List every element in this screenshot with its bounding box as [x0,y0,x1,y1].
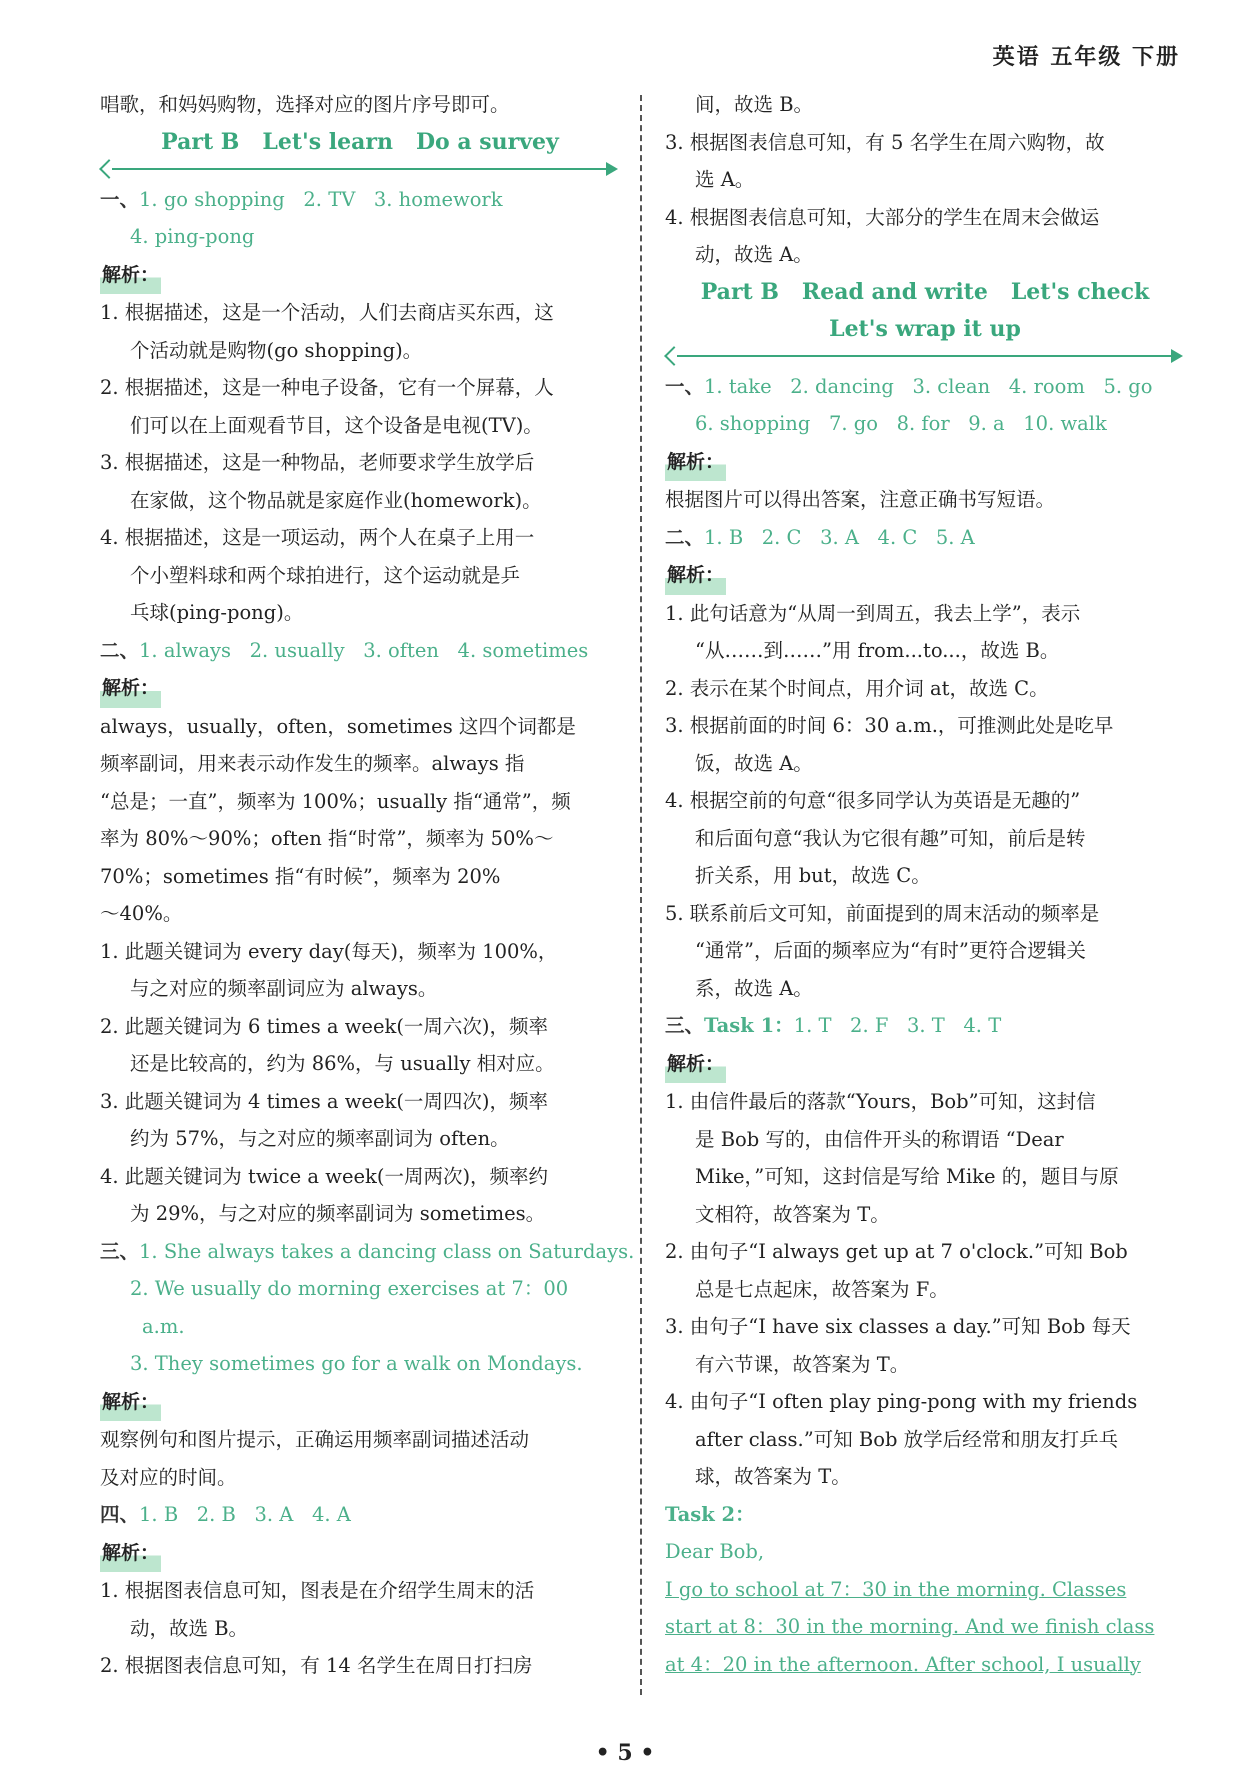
note-line: after class.”可知 Bob 放学后经常和朋友打乒乓 [695,1427,1119,1451]
note-line: 3. 由句子“I have six classes a day.”可知 Bob 每天 [665,1315,1131,1338]
note-line: 率为 80%～90%；often 指“时常”，频率为 50%～ [100,827,554,850]
letter-line: at 4：20 in the afternoon. After school, I usually [665,1652,1141,1676]
note-line: 根据图片可以得出答案，注意正确书写短语。 [665,488,1056,511]
note-line: “从……到……”用 from...to...，故选 B。 [695,639,1060,662]
header-title: 英语 五年级 下册 [992,45,1180,70]
note-line: 2. 根据图表信息可知，有 14 名学生在周日打扫房 [100,1654,533,1677]
analysis-label: 解析： [100,256,620,295]
note-line: 2. 根据描述，这是一种电子设备，它有一个屏幕，人 [100,376,554,399]
analysis-label: 解析： [665,1045,1185,1084]
note-line: 3. 根据图表信息可知，有 5 名学生在周六购物，故 [665,130,1105,154]
note-line: 4. 此题关键词为 twice a week(一周两次)，频率约 [100,1164,549,1188]
answer-line: 6. shopping 7. go 8. for 9. a 10. walk [695,412,1107,435]
note-line: 球，故答案为 T。 [695,1465,851,1488]
note-line: 还是比较高的，约为 86%，与 usually 相对应。 [130,1052,555,1075]
note-line: “通常”，后面的频率应为“有时”更符合逻辑关 [695,939,1086,962]
note-line: “总是；一直”，频率为 100%；usually 指“通常”，频 [100,789,571,813]
note-line: 在家做，这个物品就是家庭作业(homework)。 [130,488,542,512]
note-line: 约为 57%，与之对应的频率副词为 often。 [130,1127,510,1150]
note-line: 观察例句和图片提示，正确运用频率副词描述活动 [100,1428,530,1451]
column-divider [640,95,642,1695]
note-line: Mike，”可知，这封信是写给 Mike 的，题目与原 [695,1165,1119,1188]
q1-answers-2: 4. ping-pong [130,225,255,248]
note-line: 2. 此题关键词为 6 times a week(一周六次)，频率 [100,1014,549,1038]
note-line: 乓球(ping-pong)。 [130,601,304,624]
note-line: 4. 由句子“I often play ping-pong with my friends [665,1390,1138,1413]
analysis-label: 解析： [665,556,1185,595]
arrow-divider-icon [100,161,620,177]
section-heading-learn: Part B Let's learn Do a survey [161,128,559,155]
note-line: 系，故选 A。 [695,976,813,1000]
note-line: 有六节课，故答案为 T。 [695,1352,910,1376]
page-number: • 5 • [595,1740,655,1766]
q2-answers: 二、1. always 2. usually 3. often 4. sometimes [100,638,589,662]
note-line: 5. 联系前后文可知，前面提到的周末活动的频率是 [665,901,1100,925]
note-line: 是 Bob 写的，由信件开头的称谓语 “Dear [695,1127,1064,1151]
note-line: 与之对应的频率副词应为 always。 [130,977,438,1000]
note-line: 4. 根据描述，这是一项运动，两个人在桌子上用一 [100,526,535,549]
q1-answers: 一、1. go shopping 2. TV 3. homework [100,187,503,211]
note-line: 折关系，用 but，故选 C。 [695,864,931,887]
letter-greeting: Dear Bob, [665,1540,765,1563]
task2-label: Task 2： [665,1502,755,1526]
note-line: 总是七点起床，故答案为 F。 [695,1277,949,1301]
r-q3-task1: 三、Task 1：1. T 2. F 3. T 4. T [665,1014,1002,1037]
note-line: 1. 根据图表信息可知，图表是在介绍学生周末的活 [100,1579,535,1602]
answer-line: a.m. [142,1314,185,1338]
note-line: 饭，故选 A。 [695,751,813,775]
section-heading-read: Part B Read and write Let's check [700,278,1150,305]
r-q2-answers: 二、1. B 2. C 3. A 4. C 5. A [665,525,975,549]
note-line: 频率副词，用来表示动作发生的频率。always 指 [100,752,525,775]
note-line: 文相符，故答案为 T。 [695,1202,890,1226]
note-line: 3. 根据描述，这是一种物品，老师要求学生放学后 [100,451,535,474]
note-line: 4. 根据空前的句意“很多同学认为英语是无趣的” [665,789,1081,812]
letter-line: I go to school at 7：30 in the morning. Classes [665,1577,1127,1601]
right-column [665,86,1185,1683]
q3-answers: 三、1. She always takes a dancing class on Saturdays. [100,1239,635,1263]
answer-line: 2. We usually do morning exercises at 7：00 [130,1277,569,1300]
note-line: 为 29%，与之对应的频率副词为 sometimes。 [130,1202,546,1225]
note-line: 2. 由句子“I always get up at 7 o'clock.”可知 Bob [665,1240,1128,1263]
q4-answers: 四、1. B 2. B 3. A 4. A [100,1503,351,1526]
letter-line: start at 8：30 in the morning. And we finish class [665,1615,1155,1638]
note-line: 2. 表示在某个时间点，用介词 at，故选 C。 [665,676,1049,700]
note-line: 动，故选 B。 [130,1616,249,1640]
note-line: 1. 此题关键词为 every day(每天)，频率为 100%， [100,939,558,963]
note-line: ～40%。 [100,902,183,925]
intro-line: 唱歌，和妈妈购物，选择对应的图片序号即可。 [100,93,510,116]
analysis-label: 解析： [665,443,1185,482]
note-line: 70%；sometimes 指“有时候”，频率为 20% [100,864,501,888]
note-line: 们可以在上面观看节目，这个设备是电视(TV)。 [130,413,543,437]
note-line: 1. 根据描述，这是一个活动，人们去商店买东西，这 [100,301,554,324]
arrow-divider-icon [665,348,1185,364]
note-line: 1. 由信件最后的落款“Yours，Bob”可知，这封信 [665,1090,1096,1113]
note-line: 动，故选 A。 [695,243,813,266]
note-line: always，usually，often，sometimes 这四个词都是 [100,714,576,738]
note-line: 个小塑料球和两个球拍进行，这个运动就是乒 [130,563,521,587]
note-line: 4. 根据图表信息可知，大部分的学生在周末会做运 [665,205,1100,229]
answer-line: 3. They sometimes go for a walk on Mondays. [130,1352,583,1375]
analysis-label: 解析： [100,1383,620,1422]
note-line: 选 A。 [695,168,755,191]
r-q1-answers: 一、1. take 2. dancing 3. clean 4. room 5. go [665,374,1153,398]
note-line: 3. 根据前面的时间 6：30 a.m.，可推测此处是吃早 [665,714,1114,737]
analysis-label: 解析： [100,669,620,708]
section-heading-wrap: Let's wrap it up [829,315,1021,342]
note-line: 个活动就是购物(go shopping)。 [130,338,423,362]
note-line: 1. 此句话意为“从周一到周五，我去上学”，表示 [665,601,1081,625]
note-line: 和后面句意“我认为它很有趣”可知，前后是转 [695,826,1086,850]
analysis-label: 解析： [100,1534,620,1573]
note-line: 间，故选 B。 [695,93,814,116]
note-line: 及对应的时间。 [100,1465,237,1489]
note-line: 3. 此题关键词为 4 times a week(一周四次)，频率 [100,1089,549,1113]
left-column [100,86,635,1685]
